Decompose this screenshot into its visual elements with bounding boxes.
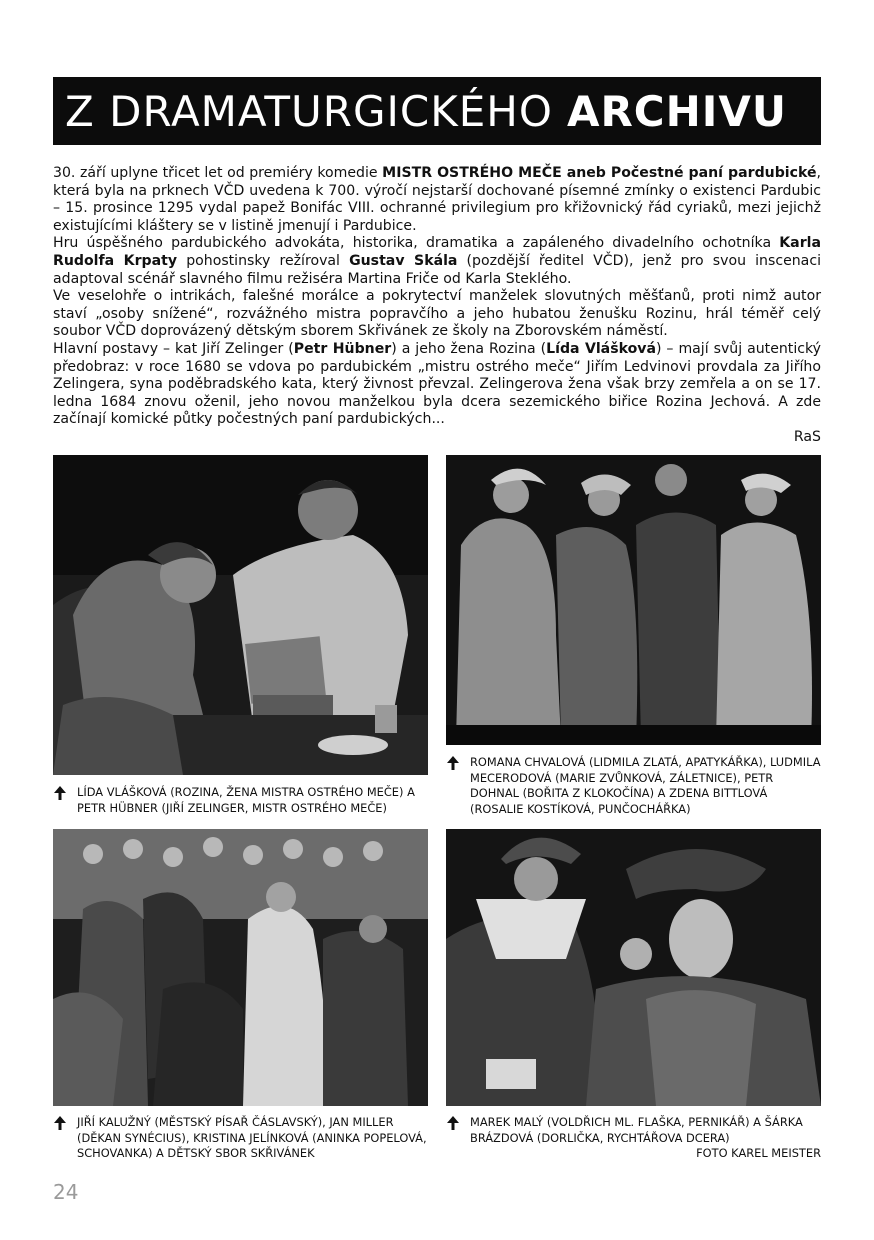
caption-3 xyxy=(53,1115,428,1162)
photo-4-image xyxy=(446,829,821,1106)
arrow-up-icon xyxy=(446,756,460,770)
caption-2-text: ROMANA CHVALOVÁ (LIDMILA ZLATÁ, APATYKÁŘKA), LUDMILA MECERODOVÁ (MARIE ZVŮNKOVÁ, ZÁLETNICE), PETR DOHNAL (BOŘITA Z KLOKOČÍNA) A ZDENA BITTLOVÁ (ROSALIE KOSTÍKOVÁ, PUNČOCHÁŘKA) xyxy=(470,755,821,816)
author-signature: RaS xyxy=(793,428,821,445)
photo-1-image xyxy=(53,455,428,775)
play-title: MISTR OSTRÉHO MEČE aneb Počestné paní pardubické xyxy=(382,165,817,181)
caption-2 xyxy=(446,755,821,817)
photo-2-image xyxy=(446,455,821,745)
photo-1 xyxy=(53,455,428,775)
text: pohostinsky režíroval xyxy=(177,252,350,269)
photo-4 xyxy=(446,829,821,1106)
caption-1 xyxy=(53,785,428,816)
text: (pozdější ředitel VČD), jenž pro svou inscenaci adaptoval scénář slavného filmu režiséra Martina Friče od Karla Steklého. xyxy=(53,252,821,287)
text: Hlavní postavy – kat Jiří Zelinger ( xyxy=(53,340,294,357)
paragraph-3: Ve veselohře o intrikách, falešné morálce a pokrytectví manželek slovutných měšťanů, proti nimž autor staví „osoby snížené“, rozvážného mistra popravčího a jeho hubatou ženušku Rozinu, hrál téměř celý soubor VČD doprovázený dětským sborem Skřivánek ze školy na Zborovském náměstí. xyxy=(53,288,821,340)
arrow-up-icon xyxy=(53,1116,67,1130)
photo-2 xyxy=(446,455,821,745)
page-title xyxy=(53,77,821,145)
actor-name: Petr Hübner xyxy=(293,340,392,357)
caption-4 xyxy=(446,1115,821,1162)
arrow-up-icon xyxy=(53,786,67,800)
text: Hru úspěšného pardubického advokáta, historika, dramatika a zapáleného divadelního ochotníka xyxy=(53,235,780,252)
director-name: Gustav Skála xyxy=(349,252,458,269)
caption-1-text: LÍDA VLÁŠKOVÁ (ROZINA, ŽENA MISTRA OSTRÉHO MEČE) A PETR HÜBNER (JIŘÍ ZELINGER, MISTR OSTRÉHO MEČE) xyxy=(77,785,415,815)
photo-3 xyxy=(53,829,428,1106)
caption-4-text: MAREK MALÝ (VOLDŘICH ML. FLAŠKA, PERNIKÁŘ) A ŠÁRKA BRÁZDOVÁ (DORLIČKA, RYCHTÁŘOVA DCERA) xyxy=(470,1115,803,1145)
text: ) – mají svůj autentický předobraz: v roce 1680 se vdova po pardubickém „mistru ostrého meče“ Jiřím Ledvinovi provdala za Jiřího Zelingera, syna poděbradského kata, který živnost převzal. Zelingerova žena však brzy zemřela a on se 17. ledna 1684 znovu oženil, jeho novou manželkou byla dcera sezemického biřice Rozina Jechová. A zde začínají komické půtky počestných paní pardubických... xyxy=(53,340,821,428)
paragraph-4 xyxy=(53,341,821,429)
title-bold: ARCHIVU xyxy=(566,86,788,136)
paragraph-2 xyxy=(53,235,821,288)
title-light: Z DRAMATURGICKÉHO xyxy=(65,86,553,136)
arrow-up-icon xyxy=(446,1116,460,1130)
actress-name: Lída Vlášková xyxy=(546,340,656,357)
author-name: Karla Rudolfa Krpaty xyxy=(53,235,821,269)
paragraph-1 xyxy=(53,165,821,235)
photo-3-image xyxy=(53,829,428,1106)
text: 30. září uplyne třicet let od premiéry komedie xyxy=(53,165,383,181)
text: ) a jeho žena Rozina ( xyxy=(391,340,547,357)
text: , která byla na prknech VČD uvedena k 700. výročí nejstarší dochované písemné zmínky o existenci Pardubic – 15. prosince 1295 vydal papež Bonifác VIII. ochranné privilegium pro křižovnický řád cyriaků, mezi jejichž existujícími kláštery se v listině jmenují i Pardubice. xyxy=(53,165,821,234)
page-number: 24 xyxy=(53,1180,79,1204)
photo-credit: FOTO KAREL MEISTER xyxy=(696,1146,821,1161)
article-body xyxy=(53,165,821,447)
caption-3-text: JIŘÍ KALUŽNÝ (MĚSTSKÝ PÍSAŘ ČÁSLAVSKÝ), JAN MILLER (DĚKAN SYNÉCIUS), KRISTINA JELÍNKOVÁ (ANINKA POPELOVÁ, SCHOVANKA) A DĚTSKÝ SBOR SKŘIVÁNEK xyxy=(77,1115,427,1161)
